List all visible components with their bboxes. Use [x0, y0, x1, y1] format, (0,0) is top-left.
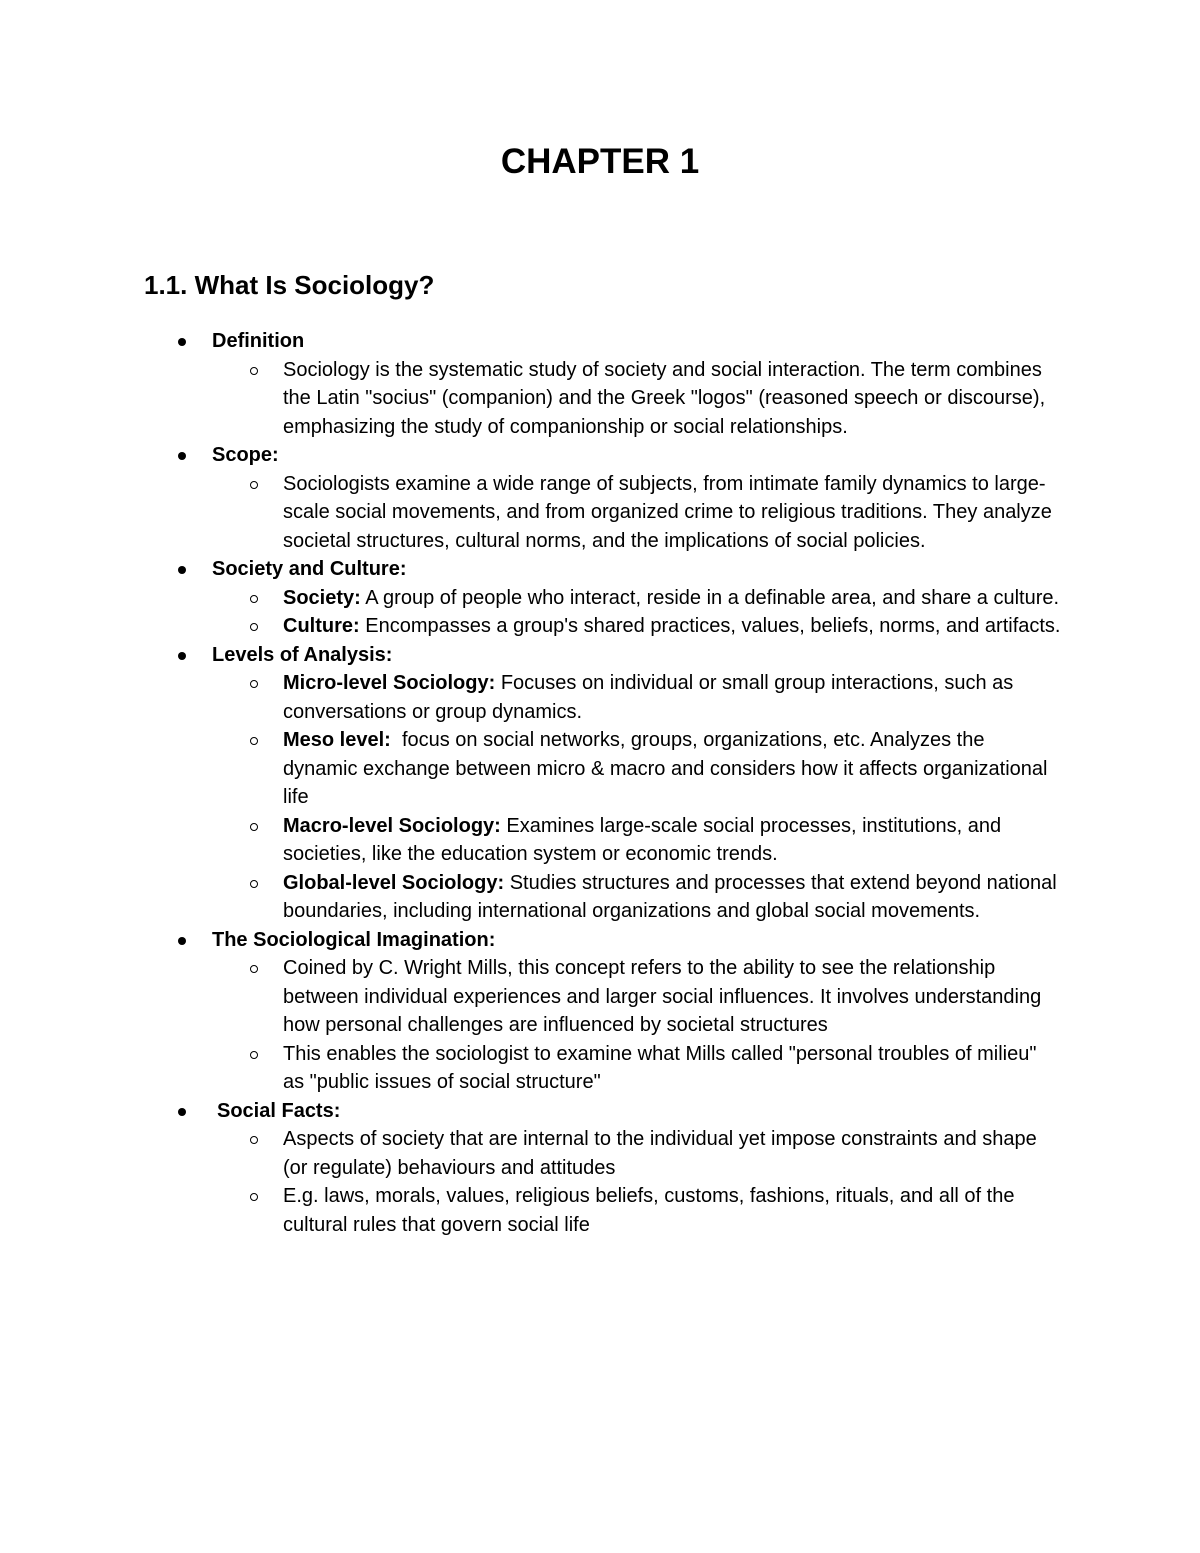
item-term: Global-level Sociology: [283, 871, 505, 894]
hollow-bullet-icon [250, 1193, 258, 1201]
filled-bullet-icon [178, 1108, 186, 1116]
list-item [283, 1040, 1063, 1097]
topic-label: Social Facts: [217, 1099, 341, 1122]
sub-list [212, 1125, 1200, 1239]
filled-bullet-icon [178, 566, 186, 574]
item-text: Focuses on individual or small group interactions, such as conversations or group dynamics. [283, 672, 1014, 723]
topic-label: The Sociological Imagination: [212, 928, 496, 951]
item-term: Micro-level Sociology: [283, 672, 496, 694]
topic-label: Scope: [212, 444, 279, 466]
list-item [283, 356, 1063, 442]
item-text: A group of people who interact, reside in a definable area, and share a culture. [360, 586, 1060, 609]
sub-list [212, 954, 1200, 1097]
item-text: Examines large-scale social processes, institutions, and societies, like the education system or economic trends. [283, 814, 1002, 865]
list-item [283, 869, 1063, 926]
hollow-bullet-icon [250, 737, 258, 745]
sub-list [212, 669, 1200, 926]
item-text: Coined by C. Wright Mills, this concept refers to the ability to see the relationship between individual experiences and larger social influences. It involves understanding how personal challenges are influenced by societal structures [283, 957, 1042, 1036]
chapter-title: CHAPTER 1 [500, 142, 700, 181]
list-item [283, 726, 1063, 812]
item-term: Culture: [283, 615, 360, 637]
topic-label: Levels of Analysis: [212, 643, 393, 666]
section-heading: 1.1. What Is Sociology? [144, 270, 435, 300]
hollow-bullet-icon [250, 481, 258, 489]
topic-definition [0, 327, 1200, 441]
hollow-bullet-icon [250, 1051, 258, 1059]
topic-levels-of-analysis [0, 641, 1200, 926]
filled-bullet-icon [178, 937, 186, 945]
filled-bullet-icon [178, 652, 186, 660]
item-text: Sociologists examine a wide range of subjects, from intimate family dynamics to large-scale social movements, and from organized crime to religious traditions. They analyze societal structures, cultural norms, and the implications of social policies. [283, 472, 1052, 552]
topic-outline [0, 327, 1200, 1239]
item-text: Aspects of society that are internal to the individual yet impose constraints and shape (or regulate) behaviours and attitudes [283, 1128, 1037, 1179]
list-item [283, 812, 1063, 869]
list-item [283, 1182, 1063, 1239]
item-text: E.g. laws, morals, values, religious beliefs, customs, fashions, rituals, and all of the cultural rules that govern social life [283, 1185, 1015, 1236]
hollow-bullet-icon [250, 965, 258, 973]
topic-label: Society and Culture: [212, 558, 407, 580]
topic-sociological-imagination [0, 926, 1200, 1097]
list-item [283, 1125, 1063, 1182]
list-item [283, 669, 1063, 726]
sub-list [212, 584, 1200, 641]
filled-bullet-icon [178, 338, 186, 346]
hollow-bullet-icon [250, 623, 258, 631]
hollow-bullet-icon [250, 680, 258, 688]
filled-bullet-icon [178, 452, 186, 460]
item-text: focus on social networks, groups, organizations, etc. Analyzes the dynamic exchange between micro & macro and considers how it affects organizational life [283, 729, 1054, 808]
sub-list [212, 470, 1200, 556]
item-term: Meso level: [283, 729, 391, 751]
item-text: This enables the sociologist to examine what Mills called "personal troubles of milieu" as "public issues of social structure" [283, 1042, 1037, 1093]
topic-society-and-culture [0, 555, 1200, 641]
list-item [283, 954, 1063, 1040]
topic-scope [0, 441, 1200, 555]
item-text: Sociology is the systematic study of society and social interaction. The term combines the Latin "socius" (companion) and the Greek "logos" (reasoned speech or discourse), emphasizing the study of companionship or social relationships. [283, 358, 1046, 438]
list-item [283, 612, 1063, 641]
hollow-bullet-icon [250, 1136, 258, 1144]
list-item [283, 584, 1063, 613]
item-term: Society: [283, 586, 361, 609]
hollow-bullet-icon [250, 367, 258, 375]
hollow-bullet-icon [250, 880, 258, 888]
sub-list [212, 356, 1200, 442]
list-item [283, 470, 1063, 556]
topic-label: Definition [212, 330, 305, 352]
hollow-bullet-icon [250, 823, 258, 831]
topic-social-facts [0, 1097, 1200, 1240]
item-text: Encompasses a group's shared practices, values, beliefs, norms, and artifacts. [359, 615, 1061, 637]
hollow-bullet-icon [250, 595, 258, 603]
item-text: Studies structures and processes that extend beyond national boundaries, including international organizations and global social movements. [283, 871, 1057, 922]
item-term: Macro-level Sociology: [283, 814, 501, 837]
